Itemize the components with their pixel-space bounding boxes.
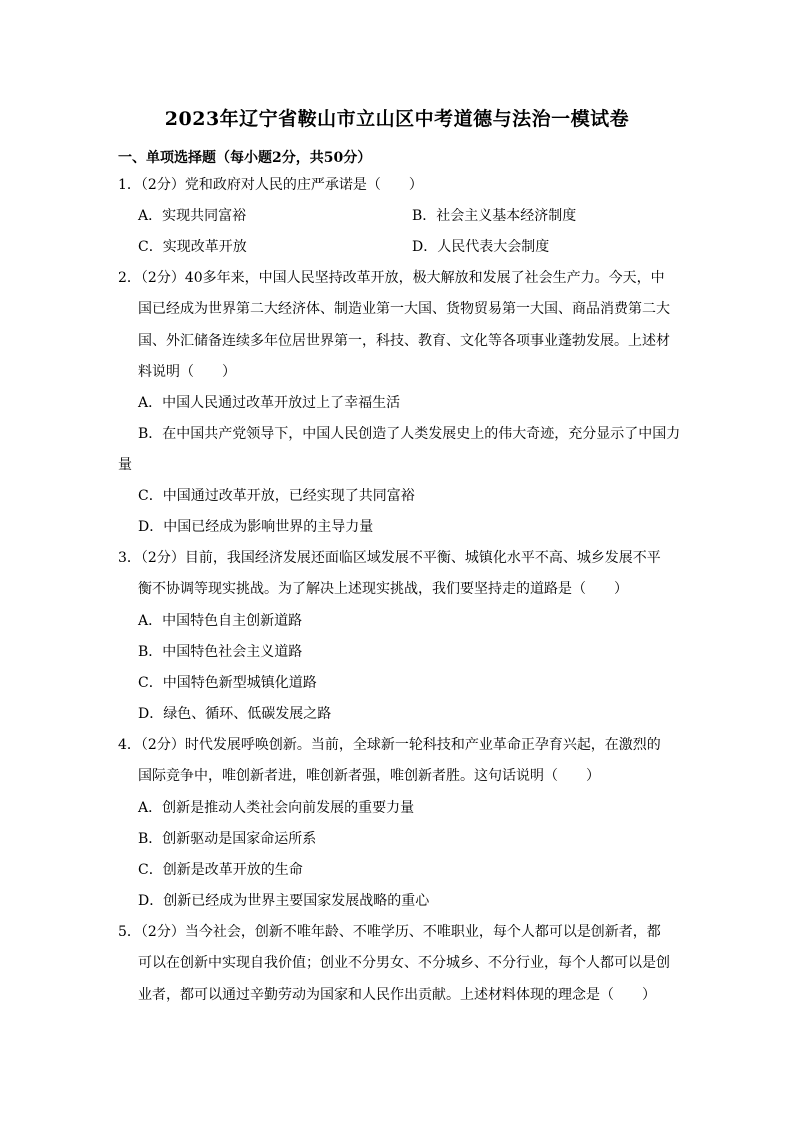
q2-option-d: D．中国已经成为影响世界的主导力量 [138,519,374,535]
q1-option-d: D．人民代表大会制度 [412,239,550,255]
q4-option-b: B．创新驱动是国家命运所系 [138,831,317,847]
q2-stem-line4: 料说明（ ） [138,364,236,380]
q3-stem-line2: 衡不协调等现实挑战。为了解决上述现实挑战，我们要坚持走的道路是（ ） [138,581,628,597]
q1-stem: 1．（2分）党和政府对人民的庄严承诺是（ ） [118,177,423,193]
q3-option-c: C．中国特色新型城镇化道路 [138,675,317,691]
q4-stem-line2: 国际竞争中，唯创新者进，唯创新者强，唯创新者胜。这句话说明（ ） [138,768,600,784]
q3-option-b: B．中国特色社会主义道路 [138,644,303,660]
q2-stem-line3: 国、外汇储备连续多年位居世界第一，科技、教育、文化等各项事业蓬勃发展。上述材 [138,333,670,349]
q5-stem-line1: 5．（2分）当今社会，创新不唯年龄、不唯学历、不唯职业，每个人都可以是创新者，都 [118,924,661,940]
q3-option-d: D．绿色、循环、低碳发展之路 [138,706,332,722]
q4-option-d: D．创新已经成为世界主要国家发展战略的重心 [138,893,430,909]
q2-option-c: C．中国通过改革开放，已经实现了共同富裕 [138,488,415,504]
exam-title: 2023年辽宁省鞍山市立山区中考道德与法治一模试卷 [164,108,630,130]
q1-option-a: A．实现共同富裕 [138,208,247,224]
section-heading: 一、单项选择题（每小题2分，共50分） [118,150,372,166]
q4-option-c: C．创新是改革开放的生命 [138,862,303,878]
q1-option-b: B．社会主义基本经济制度 [412,208,577,224]
q2-stem-line1: 2．（2分）40多年来，中国人民坚持改革开放，极大解放和发展了社会生产力。今天，中 [118,270,665,286]
q2-option-b-line1: B．在中国共产党领导下，中国人民创造了人类发展史上的伟大奇迹，充分显示了中国力 [138,426,681,442]
q2-option-b-line2: 量 [118,457,132,473]
q2-stem-line2: 国已经成为世界第二大经济体、制造业第一大国、货物贸易第一大国、商品消费第二大 [138,301,670,317]
q3-stem-line1: 3．（2分）目前，我国经济发展还面临区域发展不平衡、城镇化水平不高、城乡发展不平 [118,550,661,566]
q2-option-a: A．中国人民通过改革开放过上了幸福生活 [138,395,401,411]
q5-stem-line3: 业者，都可以通过辛勤劳动为国家和人民作出贡献。上述材料体现的理念是（ ） [138,987,656,1003]
q3-option-a: A．中国特色自主创新道路 [138,613,303,629]
q4-stem-line1: 4．（2分）时代发展呼唤创新。当前，全球新一轮科技和产业革命正孕育兴起，在激烈的 [118,737,661,753]
q1-option-c: C．实现改革开放 [138,239,247,255]
q5-stem-line2: 可以在创新中实现自我价值；创业不分男女、不分城乡、不分行业，每个人都可以是创 [138,955,670,971]
q4-option-a: A．创新是推动人类社会向前发展的重要力量 [138,800,415,816]
